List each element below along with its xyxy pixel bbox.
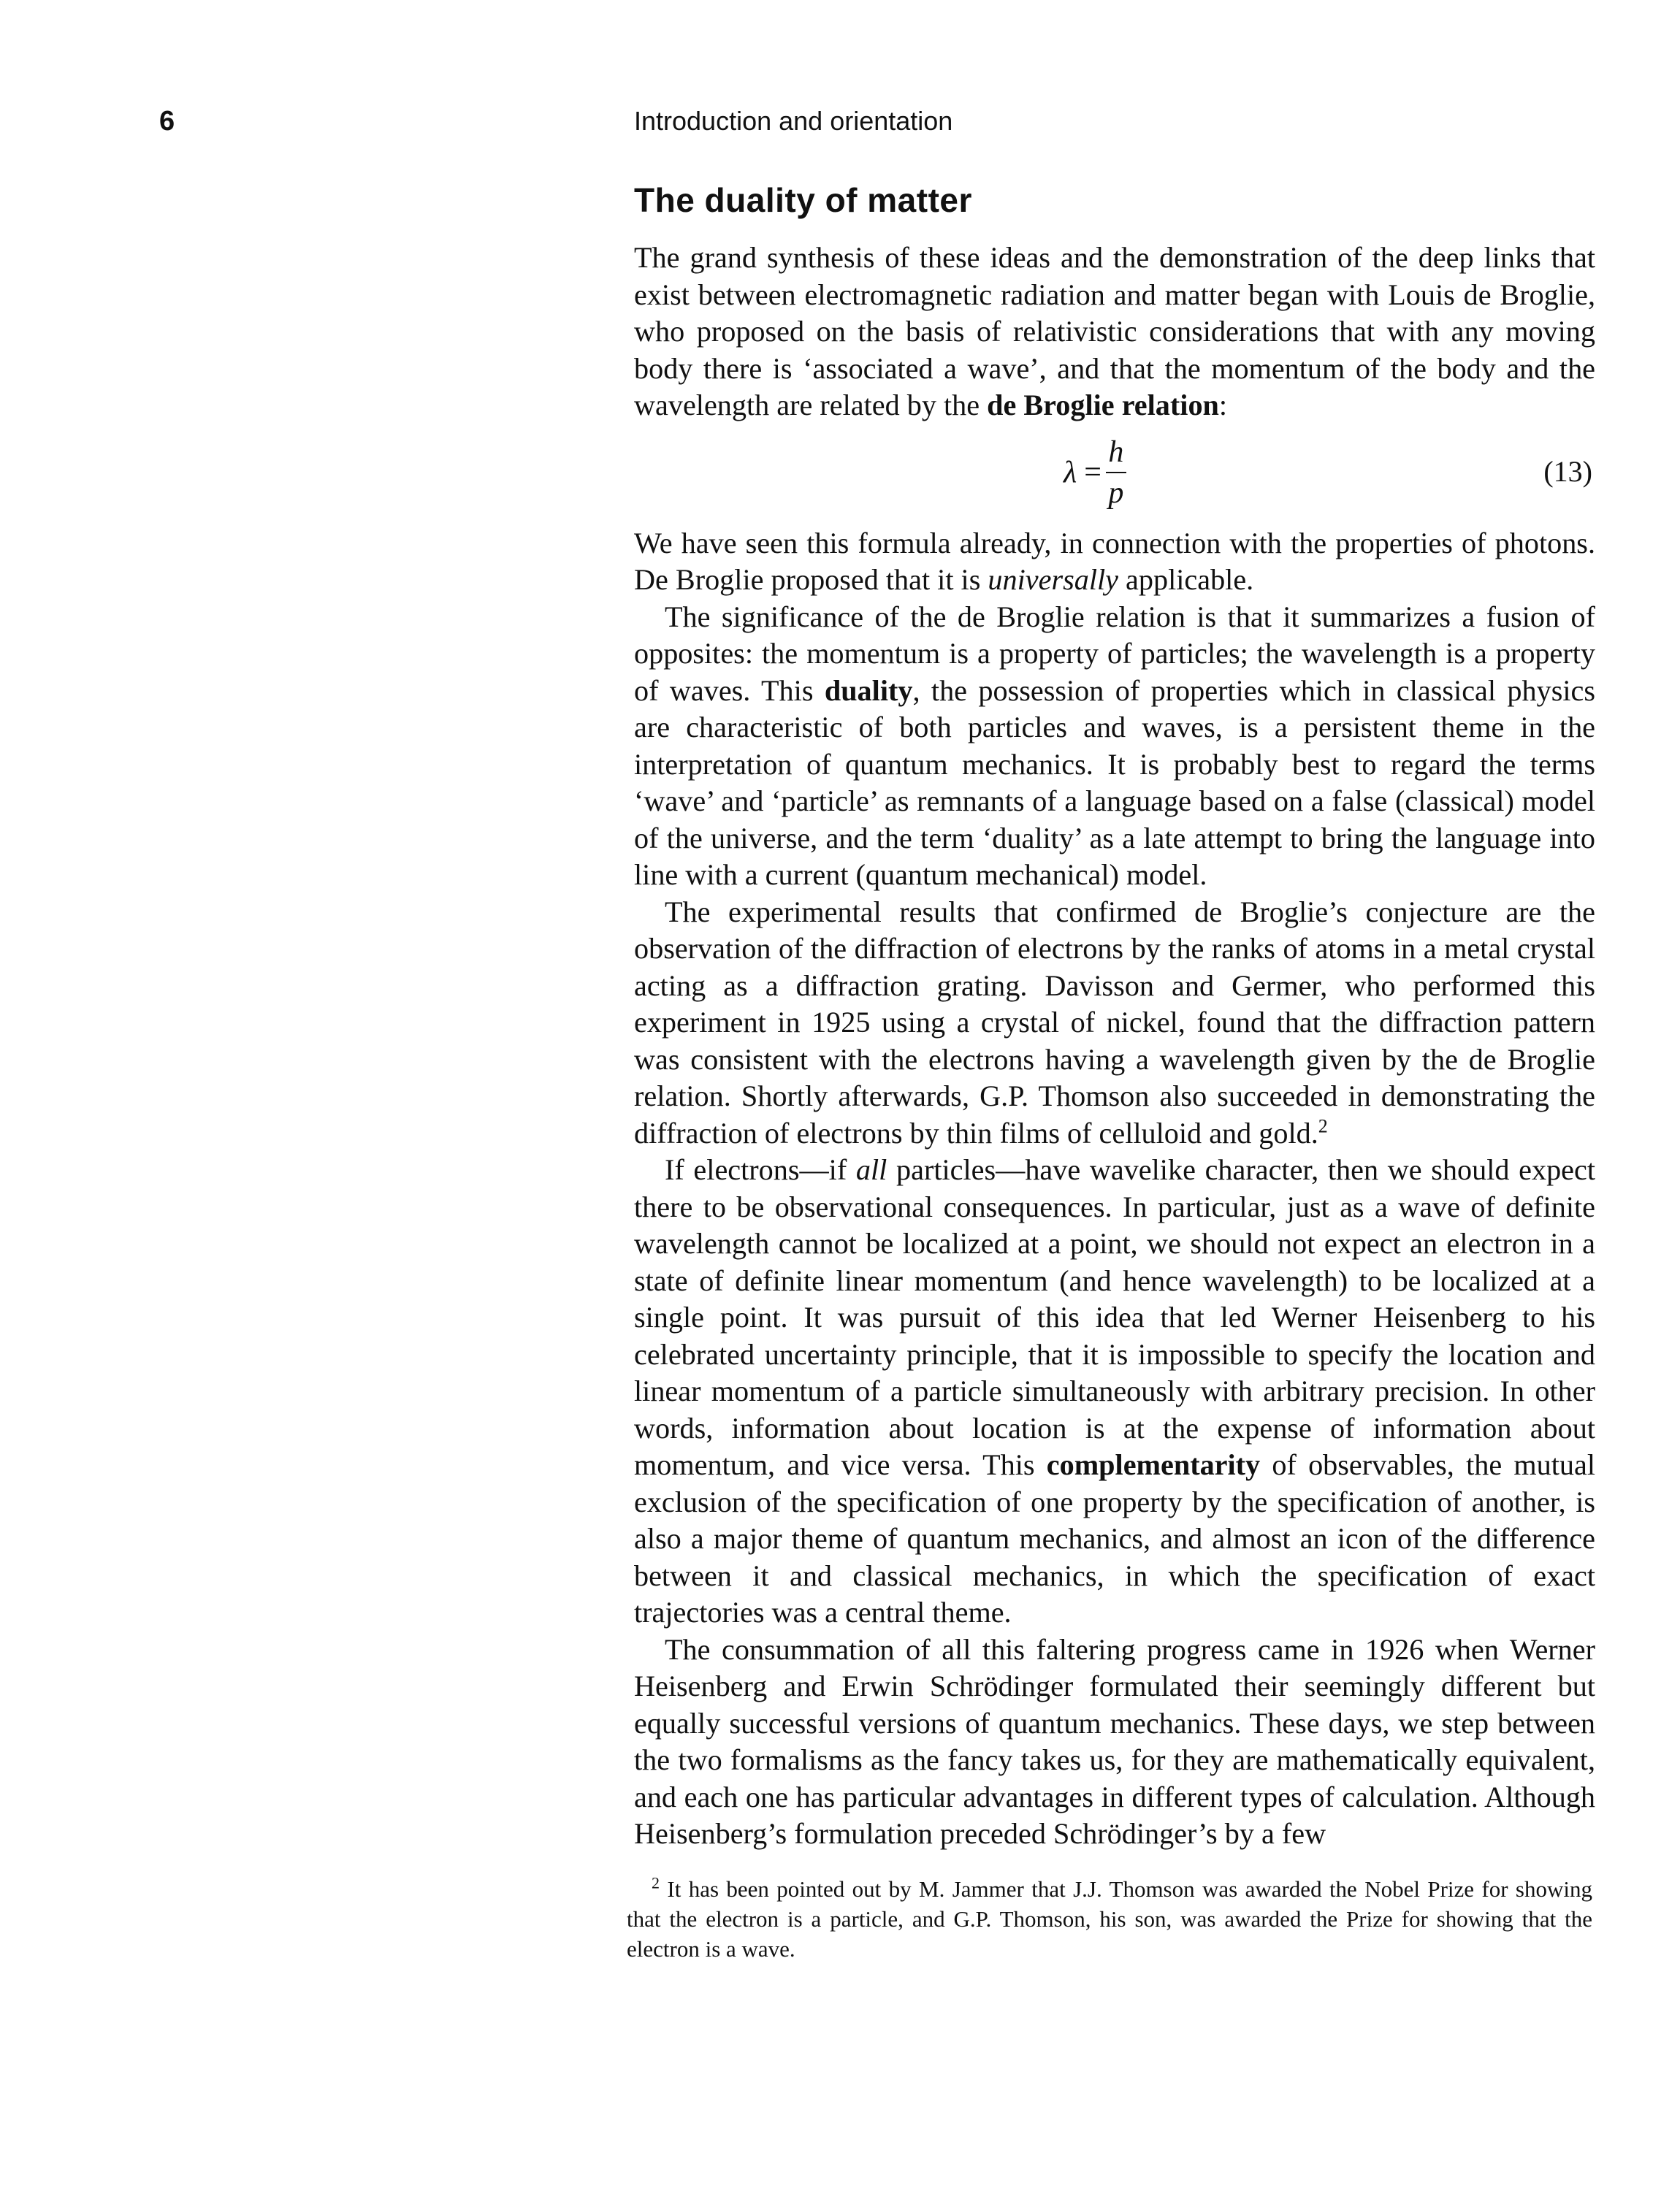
paragraph-2	[634, 525, 1595, 599]
paragraph-2-end: applicable.	[1118, 563, 1254, 596]
paragraph-5-text-b: particles—have wavelike character, then we should expect there to be observational consequences. In particular, just as a wave of definite wavelength cannot be localized at a point, we should not expect an electron in a state of definite linear momentum (and hence wavelength) to be localized at a single point. It was pursuit of this idea that led Werner Heisenberg to his celebrated uncertainty principle, that it is impossible to specify the location and linear momentum of a particle simultaneously with arbitrary precision. In other words, information about location is at the expense of information about momentum, and vice versa. This	[634, 1153, 1595, 1481]
term-de-broglie-relation: de Broglie relation	[987, 389, 1219, 421]
equation-equals: =	[1084, 455, 1101, 489]
equation-expression	[1064, 430, 1126, 515]
page-number: 6	[159, 106, 175, 137]
equation-fraction	[1106, 435, 1126, 511]
term-universally: universally	[988, 563, 1118, 596]
paragraph-4	[634, 894, 1595, 1152]
paragraph-5-text-c: of observables, the mutual exclusion of the specification of one property by the specification of another, is also a major theme of quantum mechanics, and almost an icon of the difference between it and classical mechanics, in which the specification of exact trajectories was a central theme.	[634, 1448, 1596, 1629]
paragraph-5-text-a: If electrons—if	[665, 1153, 856, 1186]
paragraph-1-text: The grand synthesis of these ideas and the demonstration of the deep links that exist between electromagnetic radiation and matter began with Louis de Broglie, who proposed on the basis of relativistic considerations that with any moving body there is ‘associated a wave’, and that the momentum of the body and the wavelength are related by the	[634, 241, 1595, 421]
term-duality: duality	[824, 673, 913, 707]
equation-number: (13)	[1543, 454, 1592, 488]
paragraph-6-text: The consummation of all this faltering progress came in 1926 when Werner Heisenberg and Erwin Schrödinger formulated their seemingly different but equally successful versions of quantum mechanics. These days, we step between the two formalisms as the fancy takes us, for they are mathematically equivalent, and each one has particular advantages in different types of calculation. Although Heisenberg’s formulation preceded Schrödinger’s by a few	[634, 1632, 1595, 1850]
footnote-2	[627, 1874, 1592, 1964]
footnote-ref-2[interactable]: 2	[1318, 1115, 1328, 1137]
footnote-text: It has been pointed out by M. Jammer that J.J. Thomson was awarded the Nobel Prize for showing that the electron is a particle, and G.P. Thomson, his son, was awarded the Prize for showing that the electron is a wave.	[627, 1876, 1592, 1962]
main-column	[634, 180, 1595, 1853]
paragraph-2-text: We have seen this formula already, in connection with the properties of photons. De Broglie proposed that it is	[634, 526, 1595, 596]
paragraph-1-end: :	[1218, 389, 1228, 421]
running-head: Introduction and orientation	[634, 106, 953, 136]
paragraph-5	[634, 1152, 1595, 1632]
equation-lambda: λ	[1064, 455, 1077, 489]
term-complementarity: complementarity	[1046, 1448, 1261, 1481]
paragraph-3-text-a: The significance of the de Broglie relation is that it summarizes a fusion of opposites: the momentum is a property of particles; the wavelength is a property of waves. This	[634, 600, 1595, 707]
equation-13	[634, 426, 1595, 519]
term-all: all	[855, 1153, 887, 1186]
paragraph-6	[634, 1632, 1595, 1853]
paragraph-4-text: The experimental results that confirmed de Broglie’s conjecture are the observation of the diffraction of electrons by the ranks of atoms in a metal crystal acting as a diffraction grating. Davisson and Germer, who performed this experiment in 1925 using a crystal of nickel, found that the diffraction pattern was consistent with the electrons having a wavelength given by the de Broglie relation. Shortly afterwards, G.P. Thomson also succeeded in demonstrating the diffraction of electrons by thin films of celluloid and gold.	[634, 895, 1595, 1150]
fraction-bar	[1106, 472, 1126, 473]
equation-numerator: h	[1108, 435, 1124, 469]
paragraph-3-text-b: , the possession of properties which in classical physics are characteristic of both particles and waves, is a persistent theme in the interpretation of quantum mechanics. It is probably best to regard the terms ‘wave’ and ‘particle’ as remnants of a language based on a false (classical) model of the universe, and the term ‘duality’ as a late attempt to bring the language into line with a current (quantum mechanical) model.	[634, 673, 1595, 891]
section-title: The duality of matter	[634, 181, 972, 219]
paragraph-3	[634, 599, 1595, 894]
paragraph-1	[634, 240, 1595, 424]
equation-denominator: p	[1108, 475, 1124, 510]
footnote-marker: 2	[652, 1873, 660, 1892]
